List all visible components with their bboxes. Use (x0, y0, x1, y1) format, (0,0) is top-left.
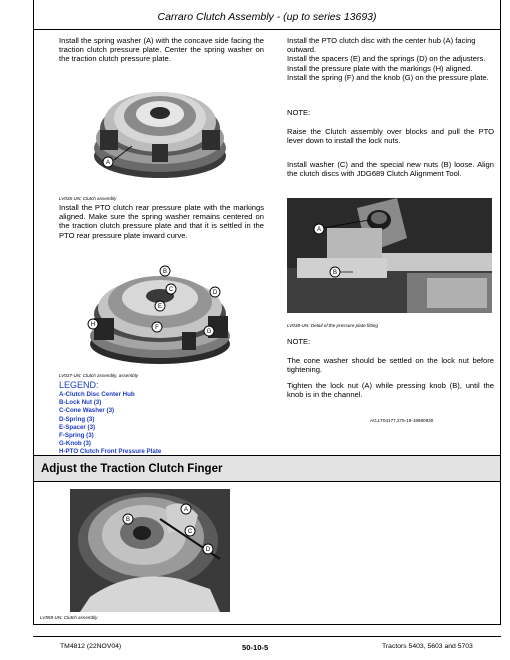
callout-a-label: A (183, 507, 189, 513)
fig3-callouts (287, 198, 492, 313)
legend-item: A-Clutch Disc Center Hub (59, 391, 135, 398)
legend-item: C-Cone Washer (3) (59, 407, 115, 415)
page-title: Carraro Clutch Assembly - (up to series 13693) (157, 11, 377, 23)
callout-h-label: H (90, 322, 96, 328)
legend-item: H-PTO Clutch Front Pressure Plate (59, 448, 162, 456)
callout-e-label: E (157, 304, 163, 310)
callout-a-label: A (105, 160, 111, 166)
fig4-callouts (70, 489, 230, 612)
callout-d-label: D (212, 290, 218, 296)
legend-item: G-Knob (3) (59, 440, 91, 448)
callout-b-label: B (162, 269, 168, 275)
callout-f-label: F (155, 325, 159, 331)
footer-rule (33, 636, 501, 637)
legend-item: E-Spacer (3) (59, 423, 96, 431)
note-2-text: The cone washer should be settled on the lock nut before tightening. (287, 356, 494, 375)
fig4-caption: LV559-UN: Clutch assembly (40, 615, 98, 620)
callout-c-label: C (187, 529, 193, 535)
right-steps (287, 36, 494, 82)
legend-item: F-Spring (3) (59, 432, 94, 440)
legend-title: LEGEND: (59, 380, 99, 390)
step-3: Install the pressure plate with the markings (H) aligned. (287, 63, 473, 73)
step-2: Install the spacers (E) and the springs (D) on the adjusters. (287, 54, 486, 64)
section-title: Adjust the Traction Clutch Finger (41, 463, 223, 475)
right-paragraph-tighten: Tighten the lock nut (A) while pressing knob (B), until the knob is in the channel. (287, 381, 494, 400)
footer-page-number: 50-10-5 (242, 643, 269, 652)
note-1-label: NOTE: (287, 108, 311, 117)
fig2-caption: LV037-UN: Clutch assembly, assembly (59, 373, 139, 378)
step-1: Install the PTO clutch disc with the center hub (A) facing outward. (287, 36, 476, 55)
pressure-plate-detail-photo (287, 198, 492, 313)
fig2-callouts (86, 252, 236, 370)
callout-a-label: A (316, 227, 322, 233)
clutch-assembly-photo-2 (86, 252, 236, 370)
fig1-caption: LV036-UN: Clutch assembly (59, 196, 117, 201)
callout-b-label: B (125, 517, 131, 523)
legend-list (59, 391, 161, 457)
right-paragraph-washer: Install washer (C) and the special new nuts (B) loose. Align the clutch discs with JDG689 Clutch Alignment Tool. (287, 160, 494, 179)
fig1-callouts (88, 68, 232, 186)
left-paragraph-2: Install the PTO clutch rear pressure plate with the markings aligned. Make sure the spring washer remains centered on the traction clutch pressure plate and that it is settled in the PTO rear pressure plate inward curve. (59, 203, 264, 240)
left-paragraph-1: Install the spring washer (A) with the concave side facing the traction clutch pressure plate. Center the spring washer on the traction clutch pressure plate. (59, 36, 264, 64)
clutch-finger-photo (70, 489, 230, 612)
legend-item: B-Lock Nut (3) (59, 399, 102, 407)
callout-c-label: C (168, 287, 174, 293)
reference-code: AG,LT04177,275-19-19980930 (370, 418, 434, 423)
clutch-assembly-photo-1 (88, 68, 232, 186)
footer-manual-id: TM4812 (22NOV04) (60, 643, 122, 650)
note-1-text: Raise the Clutch assembly over blocks and pull the PTO lever down to install the lock nuts. (287, 127, 494, 146)
header-box (33, 0, 501, 30)
step-4: Install the spring (F) and the knob (G) on the pressure plate. (287, 72, 489, 82)
note-2-label: NOTE: (287, 337, 311, 346)
fig3-caption: LV038-UN: Detail of the pressure plate fitting (287, 323, 378, 328)
footer-model-list: Tractors 5403, 5603 and 5703 (382, 643, 473, 650)
section-header (34, 456, 500, 482)
callout-d-label: D (205, 547, 211, 553)
callout-g-label: G (206, 329, 212, 335)
callout-b-label: B (332, 270, 338, 276)
legend-item: D-Spring (3) (59, 415, 95, 423)
